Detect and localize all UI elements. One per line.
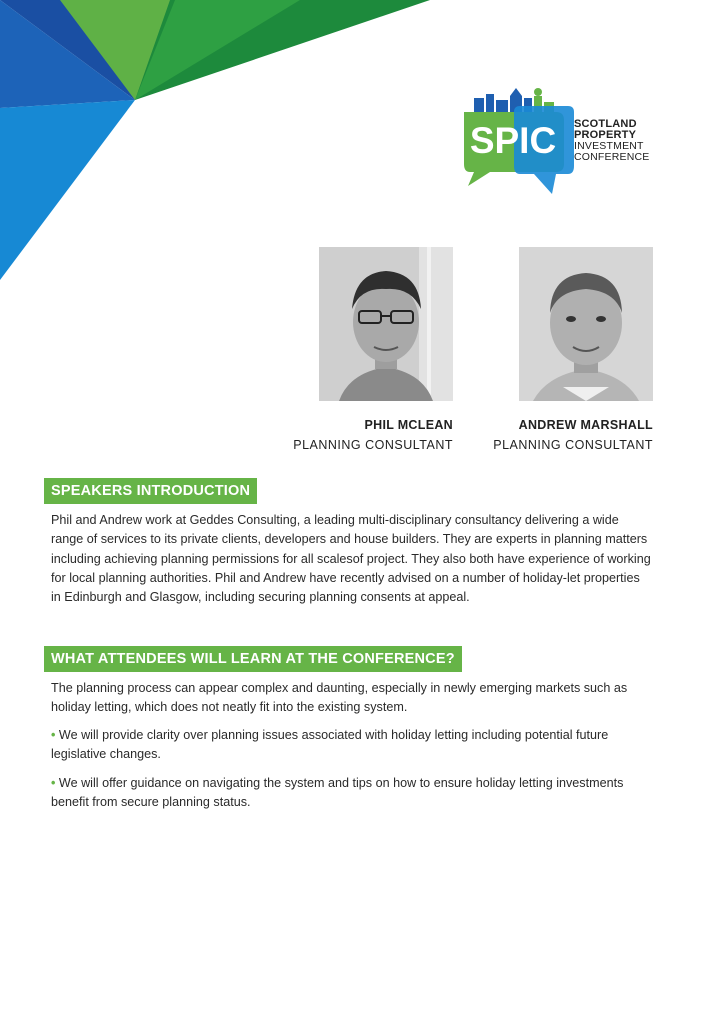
bullet-text: We will offer guidance on navigating the system and tips on how to ensure holiday letting investments benefit from secure planning status. bbox=[51, 776, 624, 810]
speakers-introduction-heading: SPEAKERS INTRODUCTION bbox=[44, 478, 257, 504]
logo-line-investment: INVESTMENT bbox=[574, 140, 644, 152]
speaker-photo-andrew bbox=[519, 247, 653, 401]
speaker-name: PHIL MCLEAN bbox=[364, 418, 453, 432]
speakers-introduction-text: Phil and Andrew work at Geddes Consulting, a leading multi-disciplinary consultancy delivering a wide range of services to its private clients, developers and house builders. They are experts in planning matters including achieving planning permissions for all scalesof project. They also both have experience of working for local planning authorities. Phil and Andrew have recently advised on a number of holiday-let properties in Edinburgh and Glasgow, including securing planning consents at appeal. bbox=[51, 513, 651, 605]
logo-line-scotland: SCOTLAND bbox=[574, 118, 637, 130]
decorative-corner-shapes bbox=[0, 0, 430, 280]
logo-line-conference: CONFERENCE bbox=[574, 151, 650, 163]
what-attendees-learn-text: The planning process can appear complex and daunting, especially in newly emerging markets such as holiday letting, which does not neatly fit into the existing system. bbox=[51, 681, 628, 715]
speaker-role: PLANNING CONSULTANT bbox=[293, 438, 453, 452]
speaker-caption-andrew bbox=[470, 415, 653, 455]
what-attendees-learn-heading: WHAT ATTENDEES WILL LEARN AT THE CONFERENCE? bbox=[44, 646, 462, 672]
learn-bullet-item bbox=[51, 726, 651, 765]
speaker-name: ANDREW MARSHALL bbox=[518, 418, 653, 432]
learn-bullet-item bbox=[51, 774, 651, 813]
bullet-dot-icon: • bbox=[51, 728, 56, 742]
speaker-photo-phil bbox=[319, 247, 453, 401]
logo-wordmark bbox=[574, 119, 650, 163]
speaker-role: PLANNING CONSULTANT bbox=[493, 438, 653, 452]
logo-line-property: PROPERTY bbox=[574, 129, 637, 141]
logo-acronym: SPIC bbox=[469, 120, 557, 161]
bullet-dot-icon: • bbox=[51, 776, 56, 790]
speaker-caption-phil bbox=[280, 415, 453, 455]
bullet-text: We will provide clarity over planning issues associated with holiday letting including potential future legislative changes. bbox=[51, 728, 609, 762]
